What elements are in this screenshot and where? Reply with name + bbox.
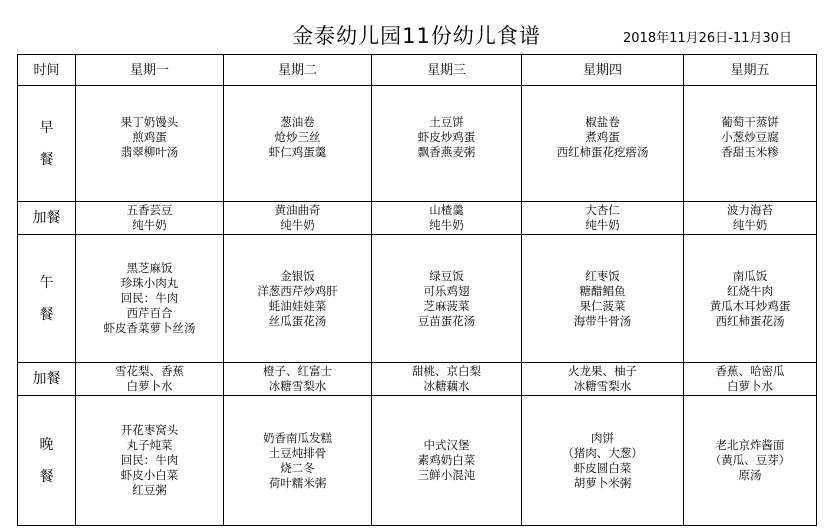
- dish-item: 虾皮香菜萝卜丝汤: [103, 321, 196, 335]
- meal-label-text: 餐: [39, 468, 54, 485]
- menu-cell-wednesday: [372, 396, 522, 526]
- dish-item: 纯牛奶: [732, 218, 768, 232]
- dish-item: 纯牛奶: [280, 218, 315, 232]
- meal-label-text: 午: [39, 274, 54, 291]
- dish-item: 可乐鸡翅: [423, 283, 470, 298]
- dish-item: 金银饭: [280, 268, 315, 283]
- menu-cell-friday: [684, 235, 817, 363]
- dish-item: 素鸡奶白菜: [417, 453, 476, 467]
- menu-cell-wednesday: [372, 235, 522, 363]
- dish-item: 开花枣窝头: [120, 423, 179, 437]
- meal-row-afternoon-snack: [18, 363, 817, 396]
- dish-item: 炝炒三丝: [274, 130, 321, 144]
- dish-item: 三鲜小混沌: [417, 468, 476, 482]
- dish-item: 芝麻菠菜: [423, 298, 470, 313]
- dish-item: 椒盐卷: [585, 115, 620, 129]
- dish-item: 糖醋鲳鱼: [579, 283, 626, 298]
- dish-item: 山楂羹: [429, 203, 464, 217]
- menu-cell-wednesday: [372, 363, 522, 396]
- dish-item: 冰糖雪梨水: [573, 379, 632, 393]
- header-row: [18, 55, 817, 86]
- menu-cell-friday: [684, 396, 817, 526]
- dish-item: 白萝卜水: [727, 379, 773, 393]
- dish-item: 荷叶糯米粥: [268, 475, 327, 490]
- dish-item: 西红柿蛋花疙瘩汤: [556, 145, 649, 159]
- dish-item: 丝瓜蛋花汤: [268, 313, 327, 328]
- dish-item: 西芹百合: [126, 306, 173, 320]
- meal-row-breakfast: [18, 86, 817, 202]
- meal-row-dinner: [18, 396, 817, 526]
- dish-item: 煮鸡蛋: [585, 130, 620, 144]
- dish-item: 煎鸡蛋: [132, 130, 167, 144]
- meal-label-text: 加餐: [32, 210, 61, 226]
- header-monday: 星期一: [76, 55, 224, 86]
- dish-item: 原汤: [738, 468, 762, 482]
- menu-cell-wednesday: [372, 202, 522, 235]
- dish-item: 珍珠小肉丸: [120, 276, 179, 290]
- meal-label: [18, 202, 76, 235]
- meal-label-text: 早: [39, 119, 54, 136]
- dish-item: 南瓜饭: [732, 268, 768, 283]
- menu-cell-monday: [76, 202, 224, 235]
- dish-item: 奶香南瓜发糕: [263, 430, 332, 445]
- menu-cell-tuesday: [224, 235, 372, 363]
- menu-cell-tuesday: [224, 396, 372, 526]
- dish-item: 胡萝卜米粥: [573, 475, 632, 490]
- dish-item: 西红柿蛋花汤: [715, 313, 785, 328]
- date-range: 2018年11月26日-11月30日: [623, 31, 792, 46]
- dish-item: （黄瓜、豆芽）: [709, 453, 791, 467]
- dish-item: 红烧牛肉: [727, 283, 773, 298]
- dish-item: 雪花梨、香蕉: [115, 364, 184, 378]
- dish-item: 虾皮圆白菜: [573, 460, 632, 475]
- dish-item: 纯牛奶: [429, 218, 464, 232]
- header-wednesday: 星期三: [372, 55, 522, 86]
- header-thursday: 星期四: [522, 55, 684, 86]
- meal-label: [18, 86, 76, 202]
- dish-item: 冰糖雪梨水: [268, 379, 327, 393]
- dish-item: 火龙果、柚子: [568, 364, 637, 378]
- menu-cell-monday: [76, 86, 224, 202]
- menu-cell-thursday: [522, 235, 684, 363]
- meal-label-text: 晚: [39, 436, 54, 453]
- dish-item: （猪肉、大葱）: [562, 445, 643, 460]
- dish-item: 蚝油娃娃菜: [268, 298, 327, 313]
- dish-item: 橙子、红富士: [263, 364, 332, 378]
- dish-item: 小葱炒豆腐: [721, 130, 779, 144]
- meal-label: [18, 363, 76, 396]
- dish-item: 土豆饼: [429, 115, 464, 129]
- menu-cell-monday: [76, 235, 224, 363]
- dish-item: 红枣饭: [585, 268, 620, 283]
- menu-cell-tuesday: [224, 86, 372, 202]
- header-friday: 星期五: [684, 55, 817, 86]
- menu-cell-thursday: [522, 363, 684, 396]
- menu-cell-thursday: [522, 202, 684, 235]
- dish-item: 葡萄干蒸饼: [721, 115, 779, 129]
- menu-cell-friday: [684, 202, 817, 235]
- dish-item: 甜桃、京白梨: [412, 364, 481, 378]
- dish-item: 红豆粥: [132, 483, 167, 497]
- meal-label-text: 餐: [39, 306, 54, 323]
- meal-row-lunch: [18, 235, 817, 363]
- dish-item: 黄油曲奇: [274, 203, 321, 217]
- dish-item: 果仁菠菜: [579, 298, 626, 313]
- dish-item: 海带牛骨汤: [573, 313, 632, 328]
- page-title: 金泰幼儿园11份幼儿食谱: [292, 24, 541, 48]
- dish-item: 葱油卷: [280, 115, 315, 129]
- menu-cell-thursday: [522, 396, 684, 526]
- meal-label-text: 餐: [39, 151, 54, 168]
- dish-item: 波力海苔: [727, 203, 773, 217]
- dish-item: 飘香燕麦粥: [417, 145, 476, 159]
- dish-item: 丸子炖菜: [126, 438, 173, 452]
- dish-item: 五香芸豆: [126, 203, 173, 217]
- meal-label: [18, 396, 76, 526]
- dish-item: 翡翠柳叶汤: [120, 145, 179, 159]
- menu-cell-thursday: [522, 86, 684, 202]
- dish-item: 纯牛奶: [585, 218, 620, 232]
- dish-item: 虾皮炒鸡蛋: [417, 130, 476, 144]
- dish-item: 豆苗蛋花汤: [417, 313, 476, 328]
- meal-label: [18, 235, 76, 363]
- header-tuesday: 星期二: [224, 55, 372, 86]
- dish-item: 黄瓜木耳炒鸡蛋: [709, 298, 791, 313]
- dish-item: 香甜玉米糁: [721, 145, 779, 159]
- dish-item: 香蕉、哈密瓜: [715, 364, 785, 378]
- dish-item: 冰糖藕水: [423, 379, 470, 393]
- dish-item: 大杏仁: [585, 203, 620, 217]
- dish-item: 虾仁鸡蛋羹: [268, 145, 327, 159]
- menu-cell-friday: [684, 363, 817, 396]
- menu-cell-monday: [76, 363, 224, 396]
- menu-table: [17, 54, 817, 526]
- dish-item: 绿豆饭: [429, 268, 464, 283]
- meal-row-morning-snack: [18, 202, 817, 235]
- menu-cell-tuesday: [224, 363, 372, 396]
- dish-item: 中式汉堡: [423, 438, 470, 452]
- dish-item: 土豆炖排骨: [268, 445, 327, 460]
- header-time: 时间: [18, 55, 76, 86]
- dish-item: 纯牛奶: [132, 218, 167, 232]
- dish-item: 回民：牛肉: [120, 453, 179, 467]
- menu-cell-friday: [684, 86, 817, 202]
- dish-item: 烧二冬: [280, 460, 315, 475]
- dish-item: 肉饼: [591, 430, 614, 445]
- dish-item: 黑芝麻饭: [126, 261, 173, 275]
- menu-cell-monday: [76, 396, 224, 526]
- menu-cell-wednesday: [372, 86, 522, 202]
- dish-item: 回民：牛肉: [120, 291, 179, 305]
- dish-item: 白萝卜水: [126, 379, 173, 393]
- dish-item: 虾皮小白菜: [120, 468, 179, 482]
- dish-item: 果丁奶馒头: [120, 115, 179, 129]
- menu-cell-tuesday: [224, 202, 372, 235]
- meal-label-text: 加餐: [32, 371, 61, 387]
- dish-item: 老北京炸酱面: [715, 438, 785, 452]
- dish-item: 洋葱西芹炒鸡肝: [257, 283, 338, 298]
